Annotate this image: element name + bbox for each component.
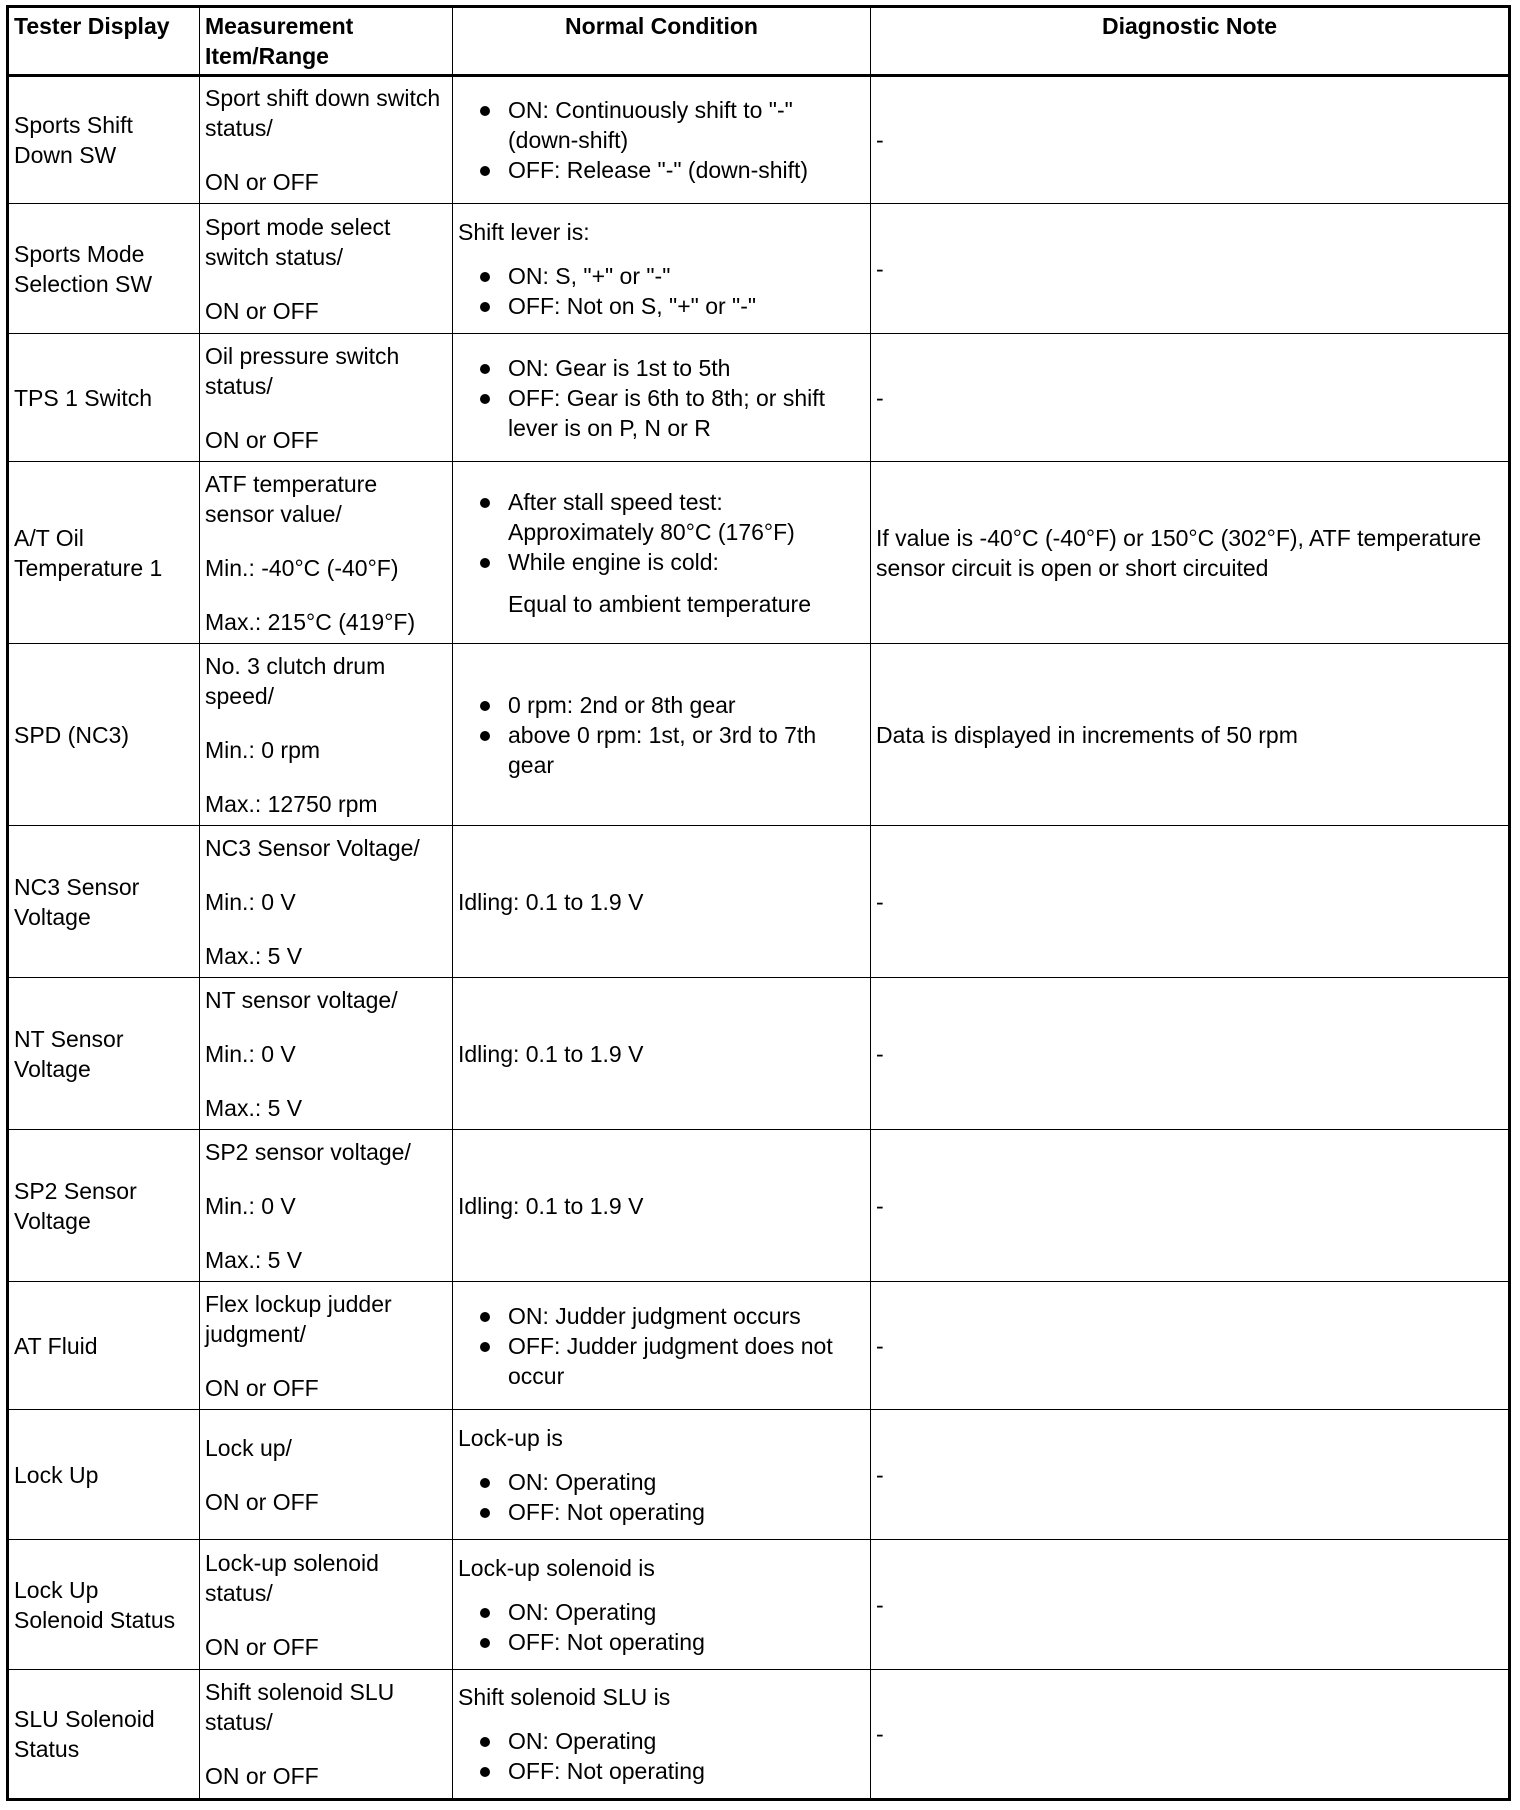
measurement-line: Max.: 5 V xyxy=(205,1094,303,1121)
cell-normal-condition xyxy=(453,978,871,1130)
table-row xyxy=(8,1670,1510,1800)
measure-gap xyxy=(205,1737,447,1761)
cell-tester-display: AT Fluid xyxy=(8,1282,200,1410)
measure-gap xyxy=(205,1608,447,1632)
condition-text: Idling: 0.1 to 1.9 V xyxy=(458,1040,644,1067)
measurement-line: Max.: 5 V xyxy=(205,1246,303,1273)
cell-tester-display: Sports Shift Down SW xyxy=(8,76,200,204)
measure-gap xyxy=(205,711,447,735)
cell-diagnostic-note: - xyxy=(871,826,1510,978)
condition-bullet-item: ON: S, "+" or "-" xyxy=(458,261,865,291)
measure-gap xyxy=(205,765,447,789)
cell-diagnostic-note: - xyxy=(871,334,1510,462)
condition-bullet-list xyxy=(458,353,865,443)
cell-diagnostic-note: - xyxy=(871,1410,1510,1540)
measurement-line: Oil pressure switch status/ xyxy=(205,342,400,399)
measurement-line: Lock up/ xyxy=(205,1434,292,1461)
condition-bullet-list xyxy=(458,1467,865,1527)
condition-bullet-item: above 0 rpm: 1st, or 3rd to 7th gear xyxy=(458,720,865,780)
table-header-row xyxy=(8,7,1510,76)
condition-bullet-list xyxy=(458,261,865,321)
measure-gap xyxy=(205,583,447,607)
measurement-line: ON or OFF xyxy=(205,169,319,195)
cell-tester-display: A/T Oil Temperature 1 xyxy=(8,462,200,644)
measurement-line: Sport shift down switch status/ xyxy=(205,85,441,141)
data-list-table xyxy=(6,5,1511,1801)
table-row xyxy=(8,1540,1510,1670)
cell-diagnostic-note: - xyxy=(871,978,1510,1130)
table-row xyxy=(8,76,1510,204)
measure-gap xyxy=(205,917,447,941)
table-row xyxy=(8,644,1510,826)
condition-followup: Equal to ambient temperature xyxy=(508,590,812,617)
header-measurement-item: Measurement Item/Range xyxy=(200,7,453,76)
condition-text: Idling: 0.1 to 1.9 V xyxy=(458,1192,644,1219)
table-row xyxy=(8,1410,1510,1540)
measure-gap xyxy=(205,863,447,887)
cell-tester-display: Lock Up xyxy=(8,1410,200,1540)
measure-gap xyxy=(205,1015,447,1039)
cell-diagnostic-note: - xyxy=(871,1670,1510,1800)
measurement-line: ON or OFF xyxy=(205,1633,319,1660)
condition-bullet-item: ON: Operating xyxy=(458,1467,865,1497)
condition-bullet-item: ON: Gear is 1st to 5th xyxy=(458,353,865,383)
measure-gap xyxy=(205,529,447,553)
cell-normal-condition xyxy=(453,204,871,334)
cell-normal-condition xyxy=(453,334,871,462)
measurement-line: Min.: 0 V xyxy=(205,1192,296,1219)
table-row xyxy=(8,334,1510,462)
condition-intro: Shift lever is: xyxy=(458,218,590,245)
condition-bullet-item: ON: Judder judgment occurs xyxy=(458,1301,865,1331)
cell-measurement-item xyxy=(200,1670,453,1800)
measurement-line: ON or OFF xyxy=(205,297,319,324)
table-row xyxy=(8,978,1510,1130)
condition-bullet-list xyxy=(458,1597,865,1657)
cell-normal-condition xyxy=(453,644,871,826)
measurement-line: Min.: 0 rpm xyxy=(205,736,321,763)
header-tester-display: Tester Display xyxy=(8,7,200,76)
cell-normal-condition xyxy=(453,1410,871,1540)
cell-diagnostic-note: - xyxy=(871,76,1510,204)
condition-bullet-item: ON: Operating xyxy=(458,1597,865,1627)
cell-tester-display: SPD (NC3) xyxy=(8,644,200,826)
cell-measurement-item xyxy=(200,204,453,334)
cell-diagnostic-note: If value is -40°C (-40°F) or 150°C (302°F), ATF temperature sensor circuit is open or short circuited xyxy=(871,462,1510,644)
condition-bullet-item: OFF: Not operating xyxy=(458,1627,865,1657)
condition-intro: Shift solenoid SLU is xyxy=(458,1684,671,1710)
condition-bullet-item: While engine is cold: xyxy=(458,547,865,577)
cell-measurement-item xyxy=(200,76,453,204)
measurement-line: SP2 sensor voltage/ xyxy=(205,1138,411,1165)
measurement-line: No. 3 clutch drum speed/ xyxy=(205,652,386,709)
cell-diagnostic-note: - xyxy=(871,204,1510,334)
condition-text: Idling: 0.1 to 1.9 V xyxy=(458,888,644,915)
header-normal-condition: Normal Condition xyxy=(453,7,871,76)
measure-gap xyxy=(205,1221,447,1245)
cell-normal-condition xyxy=(453,1670,871,1800)
measure-gap xyxy=(205,1167,447,1191)
cell-measurement-item xyxy=(200,644,453,826)
table-row xyxy=(8,1130,1510,1282)
measurement-line: Min.: -40°C (-40°F) xyxy=(205,554,399,581)
cell-normal-condition xyxy=(453,826,871,978)
table-row xyxy=(8,462,1510,644)
cell-measurement-item xyxy=(200,1282,453,1410)
measurement-line: Flex lockup judder judgment/ xyxy=(205,1290,392,1347)
measurement-line: ON or OFF xyxy=(205,1488,319,1515)
condition-bullet-item: ON: Operating xyxy=(458,1726,865,1756)
condition-intro: Lock-up solenoid is xyxy=(458,1554,655,1581)
cell-diagnostic-note: - xyxy=(871,1130,1510,1282)
measure-gap xyxy=(205,143,447,167)
measure-gap xyxy=(205,1069,447,1093)
measure-gap xyxy=(205,1463,447,1487)
cell-tester-display: SLU Solenoid Status xyxy=(8,1670,200,1800)
measurement-line: Max.: 215°C (419°F) xyxy=(205,608,416,635)
condition-bullet-list xyxy=(458,1726,865,1786)
cell-diagnostic-note: Data is displayed in increments of 50 rpm xyxy=(871,644,1510,826)
cell-tester-display: NT Sensor Voltage xyxy=(8,978,200,1130)
cell-normal-condition xyxy=(453,1540,871,1670)
cell-tester-display: Sports Mode Selection SW xyxy=(8,204,200,334)
cell-tester-display: TPS 1 Switch xyxy=(8,334,200,462)
cell-measurement-item xyxy=(200,1130,453,1282)
condition-bullet-list xyxy=(458,690,865,780)
cell-tester-display: NC3 Sensor Voltage xyxy=(8,826,200,978)
measure-gap xyxy=(205,1349,447,1373)
condition-bullet-item: OFF: Not operating xyxy=(458,1756,865,1786)
condition-bullet-item: 0 rpm: 2nd or 8th gear xyxy=(458,690,865,720)
measurement-line: Sport mode select switch status/ xyxy=(205,213,391,270)
cell-measurement-item xyxy=(200,1410,453,1540)
condition-bullet-item: OFF: Judder judgment does not occur xyxy=(458,1331,865,1391)
measurement-line: Shift solenoid SLU status/ xyxy=(205,1679,395,1735)
condition-bullet-list xyxy=(458,1301,865,1391)
cell-normal-condition xyxy=(453,462,871,644)
condition-bullet-item: OFF: Not operating xyxy=(458,1497,865,1527)
measurement-line: Lock-up solenoid status/ xyxy=(205,1549,379,1606)
condition-bullet-list xyxy=(458,487,865,577)
header-diagnostic-note: Diagnostic Note xyxy=(871,7,1510,76)
measurement-line: ON or OFF xyxy=(205,426,319,453)
table-row xyxy=(8,826,1510,978)
table-body xyxy=(8,76,1510,1800)
cell-diagnostic-note: - xyxy=(871,1282,1510,1410)
measurement-line: Max.: 12750 rpm xyxy=(205,790,378,817)
measurement-line: NT sensor voltage/ xyxy=(205,986,398,1013)
measurement-line: Min.: 0 V xyxy=(205,1040,296,1067)
measurement-line: ON or OFF xyxy=(205,1374,319,1401)
cell-measurement-item xyxy=(200,978,453,1130)
table-row xyxy=(8,1282,1510,1410)
cell-measurement-item xyxy=(200,334,453,462)
cell-measurement-item xyxy=(200,1540,453,1670)
cell-tester-display: Lock Up Solenoid Status xyxy=(8,1540,200,1670)
cell-measurement-item xyxy=(200,826,453,978)
measurement-line: NC3 Sensor Voltage/ xyxy=(205,834,420,861)
cell-tester-display: SP2 Sensor Voltage xyxy=(8,1130,200,1282)
measure-gap xyxy=(205,401,447,425)
condition-bullet-item: ON: Continuously shift to "-" (down-shift) xyxy=(458,95,865,155)
condition-bullet-item: After stall speed test: Approximately 80°C (176°F) xyxy=(458,487,865,547)
table-row xyxy=(8,204,1510,334)
cell-diagnostic-note: - xyxy=(871,1540,1510,1670)
measurement-line: ON or OFF xyxy=(205,1763,319,1789)
cell-normal-condition xyxy=(453,1130,871,1282)
condition-intro: Lock-up is xyxy=(458,1424,563,1451)
measure-gap xyxy=(205,272,447,296)
condition-bullet-item: OFF: Not on S, "+" or "-" xyxy=(458,291,865,321)
condition-bullet-list xyxy=(458,95,865,185)
condition-bullet-item: OFF: Gear is 6th to 8th; or shift lever is on P, N or R xyxy=(458,383,865,443)
measurement-line: Min.: 0 V xyxy=(205,888,296,915)
measurement-line: Max.: 5 V xyxy=(205,942,303,969)
condition-bullet-item: OFF: Release "-" (down-shift) xyxy=(458,155,865,185)
cell-normal-condition xyxy=(453,1282,871,1410)
measurement-line: ATF temperature sensor value/ xyxy=(205,470,378,527)
cell-normal-condition xyxy=(453,76,871,204)
cell-measurement-item xyxy=(200,462,453,644)
